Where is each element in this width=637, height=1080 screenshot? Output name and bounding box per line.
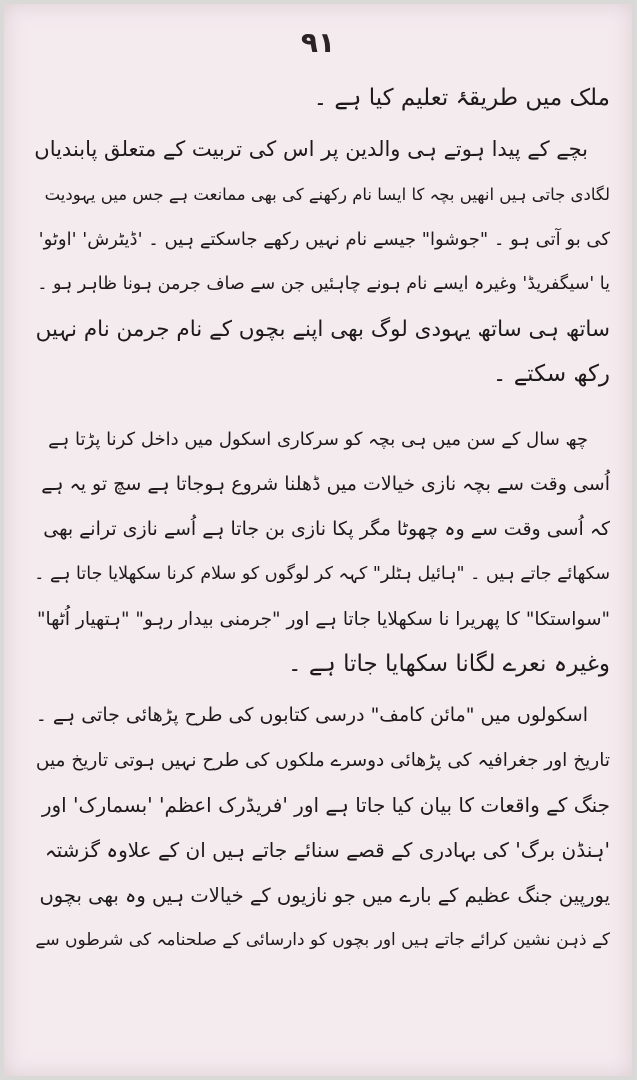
text-line: یورپین جنگ عظیم کے بارے میں جو نازیوں کے خیالات ہیں وہ بھی بچوں [39, 884, 610, 907]
text-line: وغیرہ نعرے لگانا سکھایا جاتا ہے ۔ [288, 651, 610, 677]
text-line: کے ذہن نشین کرائے جاتے ہیں اور بچوں کو دارسائی کے صلحنامہ کی شرطوں سے [35, 930, 610, 950]
text-line: 'ہنڈن برگ' کی بہادری کے قصے سنائے جاتے ہیں ان کے علاوہ گزشتہ [44, 838, 610, 862]
text-line: اسکولوں میں "مائن کامف" درسی کتابوں کی طرح پڑھائی جاتی ہے ۔ [35, 704, 588, 726]
text-line: کی بو آتی ہو ۔ "جوشوا" جیسے نام نہیں رکھے جاسکتے ہیں ۔ 'ڈیٹرش' 'اوٹو' [38, 229, 610, 250]
body-text [34, 76, 610, 963]
paragraph-1 [34, 76, 610, 121]
text-line: کہ اُسی وقت سے وہ چھوٹا مگر پکا نازی بن جاتا ہے اُسے نازی ترانے بھی [43, 518, 610, 540]
text-line: رکھ سکتے ۔ [492, 361, 610, 387]
paragraph-2 [34, 127, 610, 397]
page-number: ٩١ [300, 26, 336, 59]
book-page [4, 4, 632, 1076]
text-line: اُسی وقت سے بچہ نازی خیالات میں ڈھلنا شروع ہوجاتا ہے سچ تو یہ ہے [41, 473, 610, 495]
text-line: جنگ کے واقعات کا بیان کیا جاتا ہے اور 'فریڈرک اعظم' 'بسمارک' اور [41, 793, 610, 817]
paragraph-spacer [34, 397, 610, 417]
text-line: "سواستکا" کا پھریرا نا سکھلایا جاتا ہے اور "جرمنی بیدار رہو" "ہتھیار اُٹھا" [37, 609, 610, 630]
text-line: یا 'سیگفریڈ' وغیرہ ایسے نام ہونے چاہئیں جن سے صاف جرمن ہونا ظاہر ہو ۔ [37, 274, 610, 294]
text-line: تاریخ اور جغرافیہ کی پڑھائی دوسرے ملکوں کی طرح نہیں ہوتی تاریخ میں [35, 750, 610, 771]
paragraph-3 [34, 417, 610, 687]
text-line: بچے کے پیدا ہوتے ہی والدین پر اس کی تربیت کے متعلق پابندیاں [34, 137, 588, 161]
text-line: چھ سال کے سن میں ہی بچہ کو سرکاری اسکول میں داخل کرنا پڑتا ہے [48, 429, 588, 450]
paragraph-4 [34, 693, 610, 963]
text-line: ملک میں طریقۂ تعلیم کیا ہے ۔ [313, 85, 610, 111]
text-line: ساتھ ہی ساتھ یہودی لوگ بھی اپنے بچوں کے نام جرمن نام نہیں [35, 317, 610, 342]
text-line: لگادی جاتی ہیں انھیں بچہ کا ایسا نام رکھنے کی بھی ممانعت ہے جس میں یہودیت [44, 185, 610, 204]
text-line: سکھائے جاتے ہیں ۔ "ہائیل ہٹلر" کہہ کر لوگوں کو سلام کرنا سکھلایا جاتا ہے ۔ [34, 564, 610, 584]
